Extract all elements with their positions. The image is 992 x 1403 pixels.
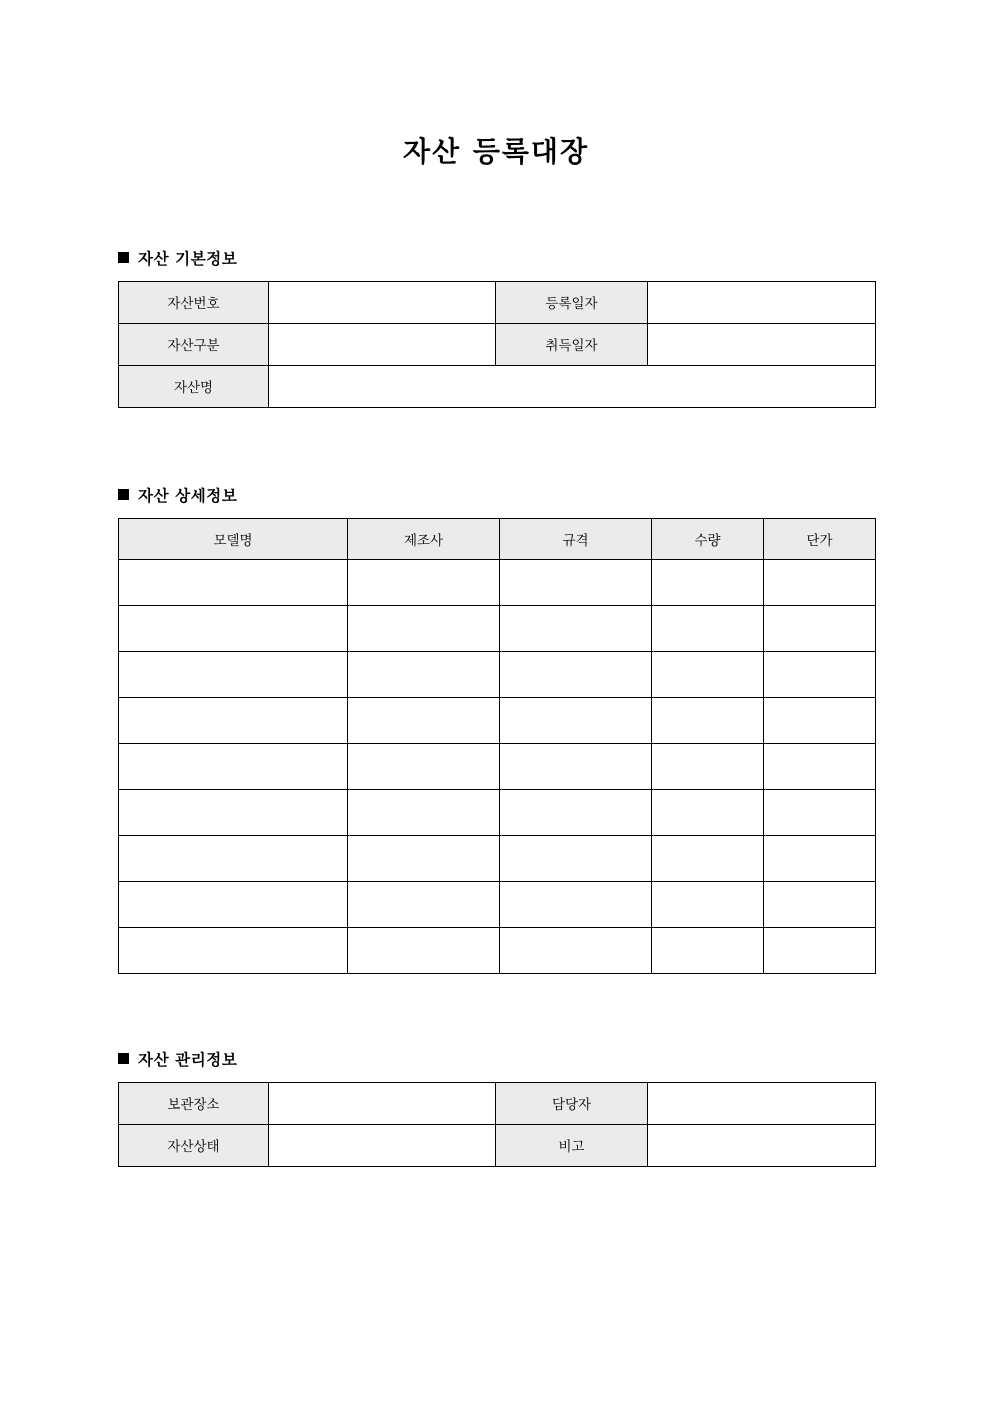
cell-manufacturer[interactable] bbox=[348, 651, 500, 697]
cell-unit-price[interactable] bbox=[764, 651, 876, 697]
table-row bbox=[119, 605, 876, 651]
column-header-quantity: 수량 bbox=[652, 518, 764, 559]
cell-quantity[interactable] bbox=[652, 835, 764, 881]
spacer-section1-to-section2 bbox=[0, 408, 992, 484]
black-square-bullet-icon bbox=[118, 489, 129, 500]
table-row bbox=[119, 1124, 876, 1166]
section-heading-manage bbox=[0, 1048, 992, 1070]
cell-model-name[interactable] bbox=[119, 881, 348, 927]
cell-manufacturer[interactable] bbox=[348, 605, 500, 651]
cell-manufacturer[interactable] bbox=[348, 743, 500, 789]
cell-unit-price[interactable] bbox=[764, 927, 876, 973]
cell-specification[interactable] bbox=[500, 651, 652, 697]
field-value-asset-name[interactable] bbox=[269, 365, 876, 407]
cell-model-name[interactable] bbox=[119, 605, 348, 651]
management-info-table-wrap bbox=[0, 1082, 992, 1167]
cell-quantity[interactable] bbox=[652, 697, 764, 743]
cell-unit-price[interactable] bbox=[764, 697, 876, 743]
basic-info-table-wrap bbox=[0, 281, 992, 408]
section-asset-basic-info bbox=[0, 247, 992, 408]
black-square-bullet-icon bbox=[118, 1053, 129, 1064]
cell-quantity[interactable] bbox=[652, 605, 764, 651]
table-row bbox=[119, 365, 876, 407]
field-value-storage-location[interactable] bbox=[269, 1082, 496, 1124]
cell-unit-price[interactable] bbox=[764, 743, 876, 789]
section-asset-management-info bbox=[0, 1048, 992, 1167]
field-label-asset-name: 자산명 bbox=[119, 365, 269, 407]
cell-unit-price[interactable] bbox=[764, 605, 876, 651]
cell-specification[interactable] bbox=[500, 559, 652, 605]
detail-info-table-wrap bbox=[0, 518, 992, 974]
cell-specification[interactable] bbox=[500, 835, 652, 881]
basic-info-table bbox=[118, 281, 876, 408]
detail-info-table bbox=[118, 518, 876, 974]
cell-specification[interactable] bbox=[500, 743, 652, 789]
cell-manufacturer[interactable] bbox=[348, 881, 500, 927]
cell-specification[interactable] bbox=[500, 697, 652, 743]
cell-model-name[interactable] bbox=[119, 835, 348, 881]
cell-manufacturer[interactable] bbox=[348, 835, 500, 881]
table-row bbox=[119, 281, 876, 323]
table-row bbox=[119, 789, 876, 835]
table-row bbox=[119, 743, 876, 789]
field-label-acquisition-date: 취득일자 bbox=[496, 323, 648, 365]
section-heading-manage-label: 자산 관리정보 bbox=[138, 1050, 238, 1069]
section-heading-basic-label: 자산 기본정보 bbox=[138, 249, 238, 268]
column-header-specification: 규격 bbox=[500, 518, 652, 559]
section-heading-detail-label: 자산 상세정보 bbox=[138, 486, 238, 505]
cell-manufacturer[interactable] bbox=[348, 789, 500, 835]
table-row bbox=[119, 927, 876, 973]
cell-unit-price[interactable] bbox=[764, 835, 876, 881]
table-row bbox=[119, 323, 876, 365]
management-info-table bbox=[118, 1082, 876, 1167]
cell-unit-price[interactable] bbox=[764, 789, 876, 835]
cell-model-name[interactable] bbox=[119, 697, 348, 743]
section-heading-basic bbox=[0, 247, 992, 269]
cell-quantity[interactable] bbox=[652, 881, 764, 927]
cell-specification[interactable] bbox=[500, 927, 652, 973]
field-label-asset-category: 자산구분 bbox=[119, 323, 269, 365]
page-title: 자산 등록대장 bbox=[402, 135, 590, 168]
field-value-person-in-charge[interactable] bbox=[648, 1082, 876, 1124]
table-row bbox=[119, 559, 876, 605]
cell-quantity[interactable] bbox=[652, 743, 764, 789]
cell-model-name[interactable] bbox=[119, 651, 348, 697]
section-heading-detail bbox=[0, 484, 992, 506]
cell-quantity[interactable] bbox=[652, 927, 764, 973]
cell-unit-price[interactable] bbox=[764, 881, 876, 927]
field-label-registration-date: 등록일자 bbox=[496, 281, 648, 323]
table-row bbox=[119, 651, 876, 697]
field-value-acquisition-date[interactable] bbox=[648, 323, 876, 365]
cell-manufacturer[interactable] bbox=[348, 927, 500, 973]
field-label-asset-number: 자산번호 bbox=[119, 281, 269, 323]
table-row bbox=[119, 881, 876, 927]
table-row bbox=[119, 697, 876, 743]
detail-info-table-body bbox=[119, 559, 876, 973]
field-label-asset-status: 자산상태 bbox=[119, 1124, 269, 1166]
field-label-storage-location: 보관장소 bbox=[119, 1082, 269, 1124]
table-row bbox=[119, 1082, 876, 1124]
cell-quantity[interactable] bbox=[652, 789, 764, 835]
cell-quantity[interactable] bbox=[652, 559, 764, 605]
field-label-person-in-charge: 담당자 bbox=[496, 1082, 648, 1124]
cell-manufacturer[interactable] bbox=[348, 559, 500, 605]
cell-specification[interactable] bbox=[500, 881, 652, 927]
cell-model-name[interactable] bbox=[119, 927, 348, 973]
cell-specification[interactable] bbox=[500, 789, 652, 835]
field-label-remarks: 비고 bbox=[496, 1124, 648, 1166]
column-header-model-name: 모델명 bbox=[119, 518, 348, 559]
field-value-asset-status[interactable] bbox=[269, 1124, 496, 1166]
field-value-remarks[interactable] bbox=[648, 1124, 876, 1166]
cell-unit-price[interactable] bbox=[764, 559, 876, 605]
field-value-registration-date[interactable] bbox=[648, 281, 876, 323]
spacer-title-to-section1 bbox=[0, 169, 992, 247]
section-asset-detail-info bbox=[0, 484, 992, 974]
cell-model-name[interactable] bbox=[119, 789, 348, 835]
cell-quantity[interactable] bbox=[652, 651, 764, 697]
cell-model-name[interactable] bbox=[119, 743, 348, 789]
table-header-row bbox=[119, 518, 876, 559]
field-value-asset-category[interactable] bbox=[269, 323, 496, 365]
cell-specification[interactable] bbox=[500, 605, 652, 651]
field-value-asset-number[interactable] bbox=[269, 281, 496, 323]
column-header-unit-price: 단가 bbox=[764, 518, 876, 559]
spacer-section2-to-section3 bbox=[0, 974, 992, 1048]
cell-manufacturer[interactable] bbox=[348, 697, 500, 743]
black-square-bullet-icon bbox=[118, 252, 129, 263]
column-header-manufacturer: 제조사 bbox=[348, 518, 500, 559]
cell-model-name[interactable] bbox=[119, 559, 348, 605]
table-row bbox=[119, 835, 876, 881]
